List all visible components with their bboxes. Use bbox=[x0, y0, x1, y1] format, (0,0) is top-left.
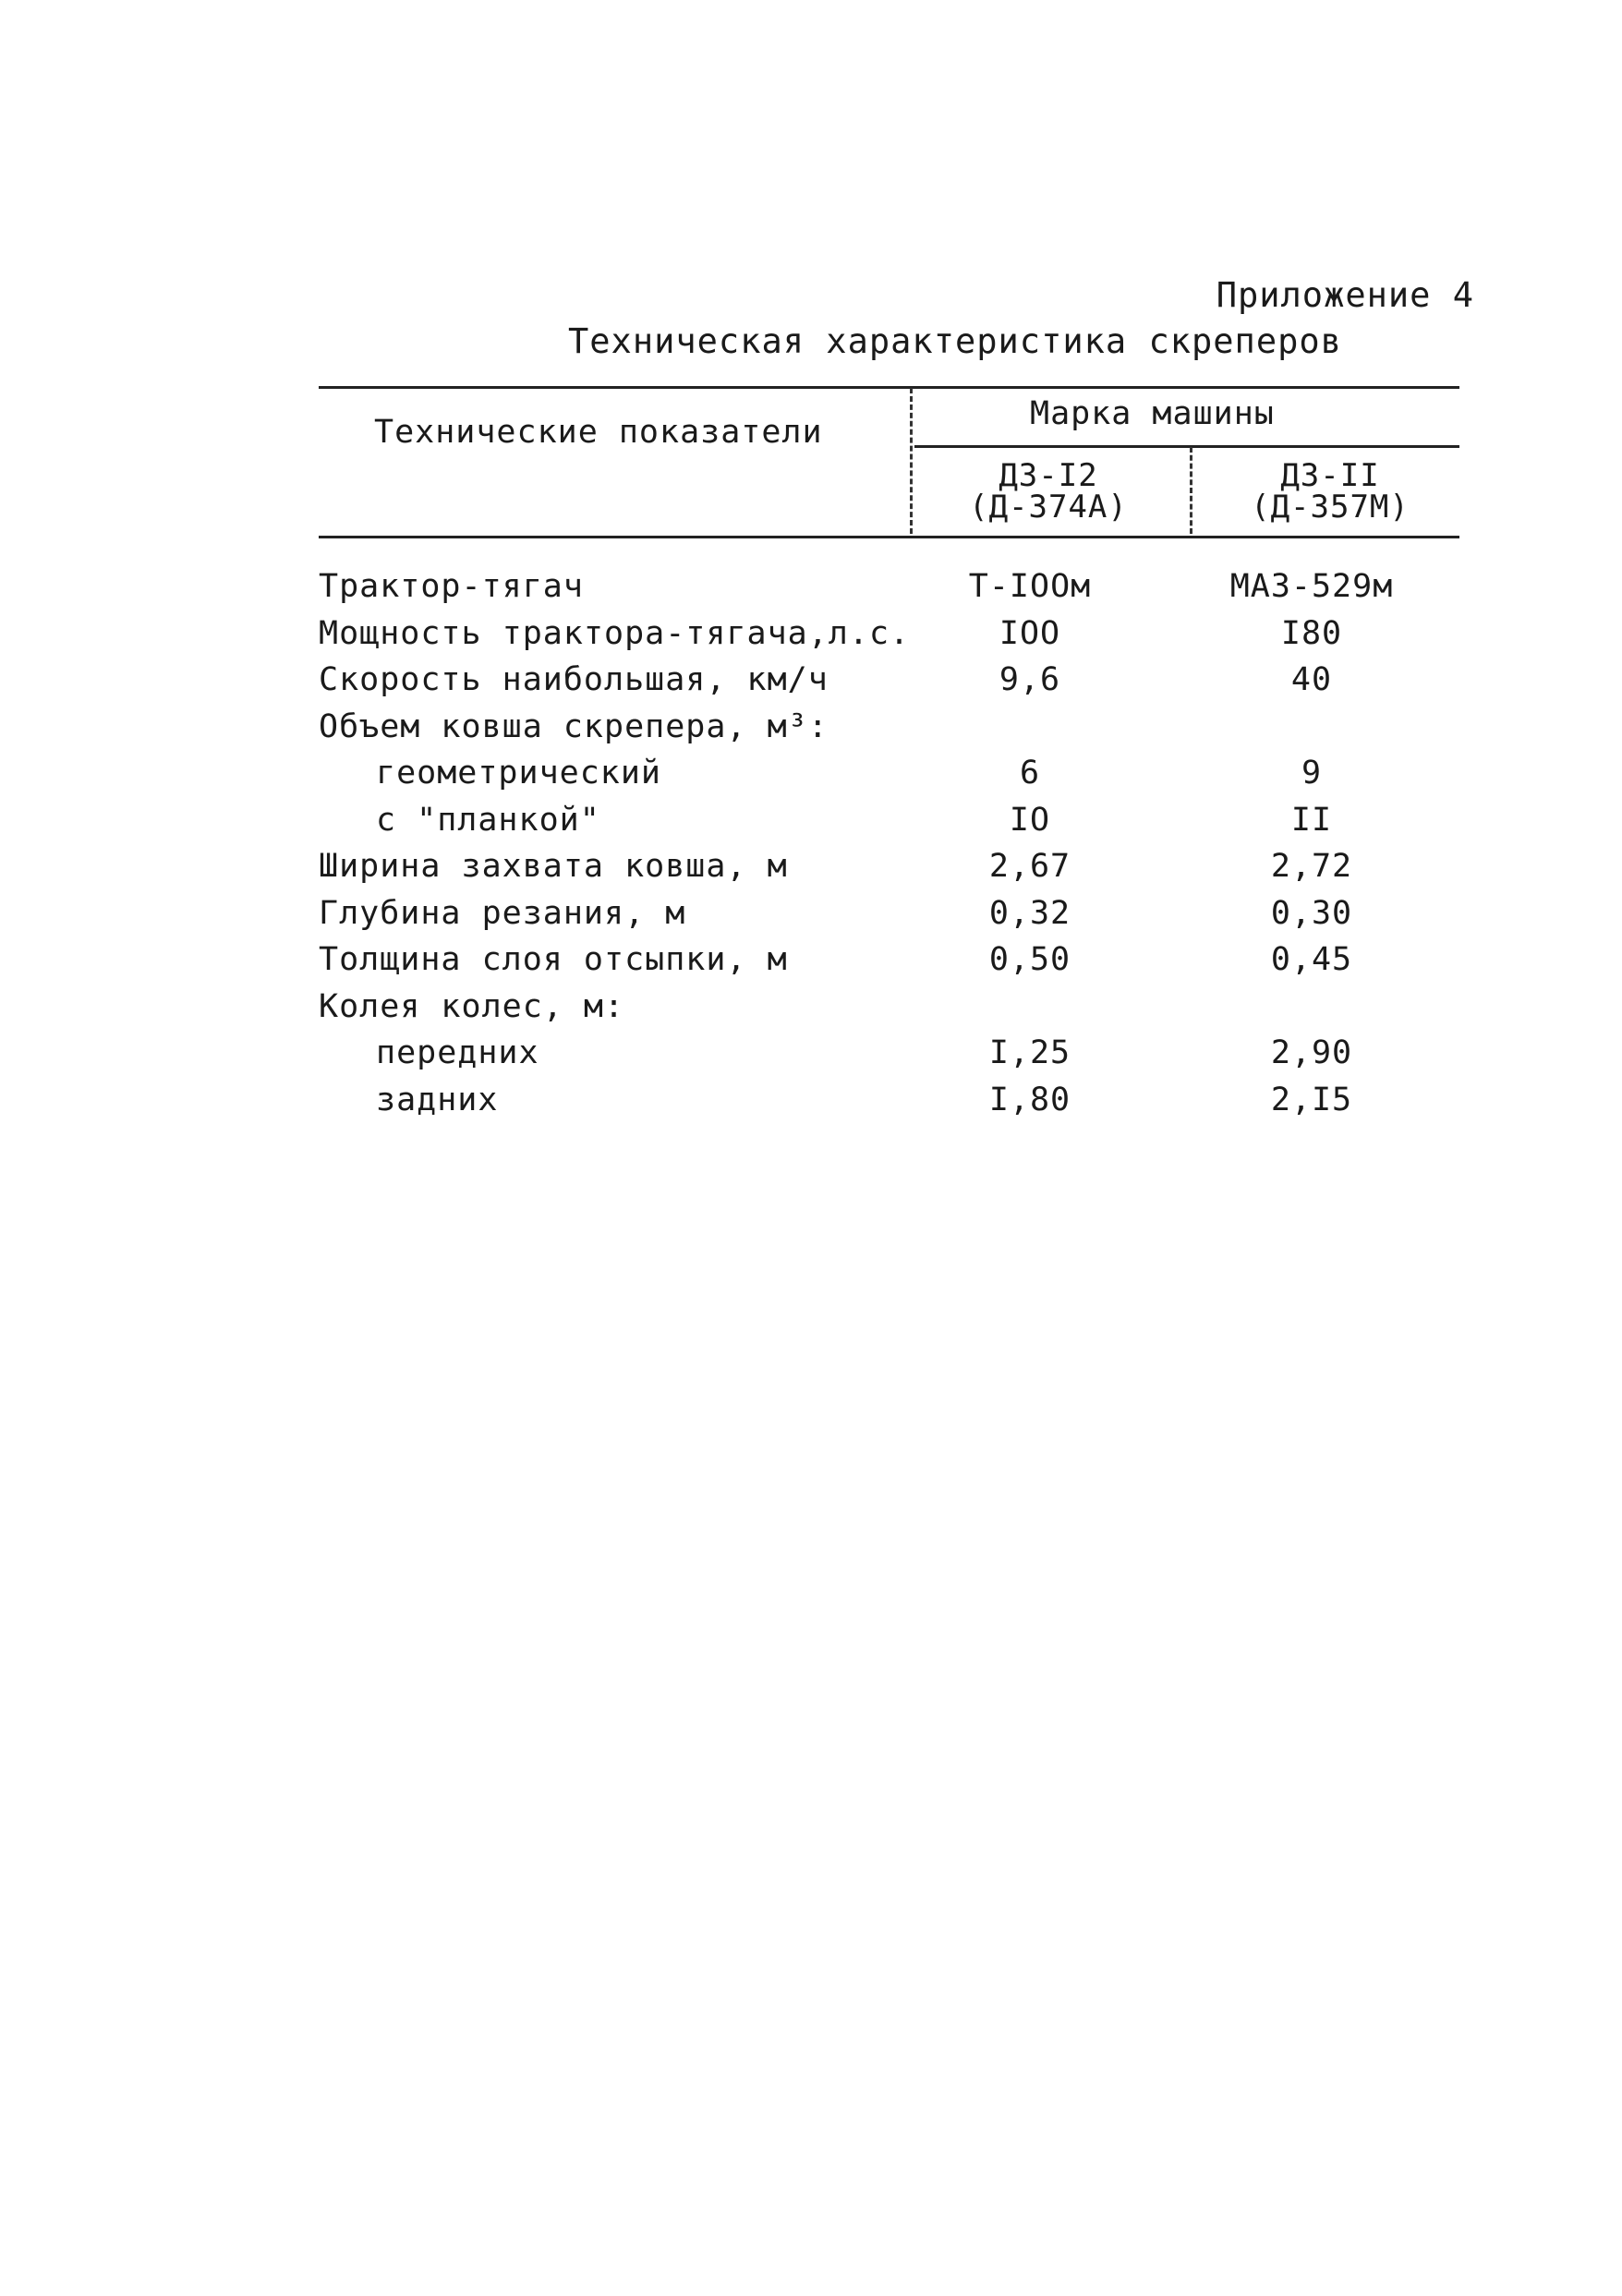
machine-2-model: (Д-357М) bbox=[1251, 489, 1410, 526]
table-row bbox=[319, 1077, 1519, 1124]
header-group-rule bbox=[914, 445, 1459, 448]
page-title: Техническая характеристика скреперов bbox=[568, 321, 1342, 361]
row-label: Колея колес, м: bbox=[319, 987, 625, 1025]
row-value-machine-1: 0,32 bbox=[988, 894, 1071, 932]
row-label: геометрический bbox=[376, 755, 662, 792]
row-value-machine-1: IOO bbox=[999, 614, 1061, 652]
header-divider-1 bbox=[910, 388, 913, 534]
table-top-rule bbox=[319, 386, 1459, 389]
row-value-machine-1: 0,50 bbox=[988, 941, 1071, 978]
table-row bbox=[319, 890, 1519, 937]
row-value-machine-1: 2,67 bbox=[988, 848, 1071, 885]
row-value-machine-1: I,80 bbox=[988, 1081, 1071, 1118]
row-label: Скорость наибольшая, км/ч bbox=[319, 661, 829, 698]
row-value-machine-1: Т-IOOм bbox=[968, 568, 1092, 605]
row-value-machine-2: 2,I5 bbox=[1270, 1081, 1353, 1118]
table-row bbox=[319, 563, 1519, 610]
row-value-machine-2: 40 bbox=[1290, 661, 1333, 698]
table-row bbox=[319, 843, 1519, 890]
header-divider-2 bbox=[1190, 447, 1192, 534]
row-value-machine-1: 9,6 bbox=[999, 661, 1061, 698]
row-label: Ширина захвата ковша, м bbox=[319, 848, 788, 885]
table-row bbox=[319, 1030, 1519, 1077]
row-label: передних bbox=[376, 1034, 539, 1071]
row-value-machine-2: II bbox=[1290, 801, 1333, 839]
row-value-machine-2: 0,30 bbox=[1270, 894, 1353, 932]
table-row bbox=[319, 610, 1519, 658]
machine-1-model: (Д-374А) bbox=[969, 489, 1128, 526]
row-label: Объем ковша скрепера, м³: bbox=[319, 707, 829, 745]
row-label: Глубина резания, м bbox=[319, 894, 686, 932]
row-value-machine-1: 6 bbox=[1019, 755, 1041, 792]
row-label: с "планкой" bbox=[376, 801, 600, 839]
table-row bbox=[319, 750, 1519, 797]
header-bottom-rule bbox=[319, 536, 1459, 538]
table-row bbox=[319, 797, 1519, 844]
table-row bbox=[319, 704, 1519, 751]
machine-2-header bbox=[1205, 457, 1455, 526]
row-label: Трактор-тягач bbox=[319, 568, 584, 605]
row-value-machine-2: 0,45 bbox=[1270, 941, 1353, 978]
row-value-machine-2: 2,90 bbox=[1270, 1034, 1353, 1071]
table-row bbox=[319, 937, 1519, 984]
row-label: задних bbox=[376, 1081, 499, 1118]
table-body bbox=[319, 563, 1519, 1123]
row-value-machine-2: МАЗ-529м bbox=[1229, 568, 1394, 605]
machine-1-name: ДЗ-I2 bbox=[999, 457, 1098, 494]
row-value-machine-1: IO bbox=[1009, 801, 1051, 839]
row-value-machine-1: I,25 bbox=[988, 1034, 1071, 1071]
row-label: Мощность трактора-тягача,л.с. bbox=[319, 614, 911, 652]
row-label: Толщина слоя отсыпки, м bbox=[319, 941, 788, 978]
machine-group-header: Марка машины bbox=[1030, 395, 1275, 432]
table-row bbox=[319, 984, 1519, 1031]
machine-2-name: ДЗ-II bbox=[1280, 457, 1380, 494]
row-value-machine-2: 9 bbox=[1301, 755, 1323, 792]
row-value-machine-2: I80 bbox=[1280, 614, 1343, 652]
appendix-label: Приложение 4 bbox=[1216, 275, 1474, 315]
machine-1-header bbox=[924, 457, 1173, 526]
table-row bbox=[319, 657, 1519, 704]
param-column-header: Технические показатели bbox=[374, 414, 823, 451]
row-value-machine-2: 2,72 bbox=[1270, 848, 1353, 885]
